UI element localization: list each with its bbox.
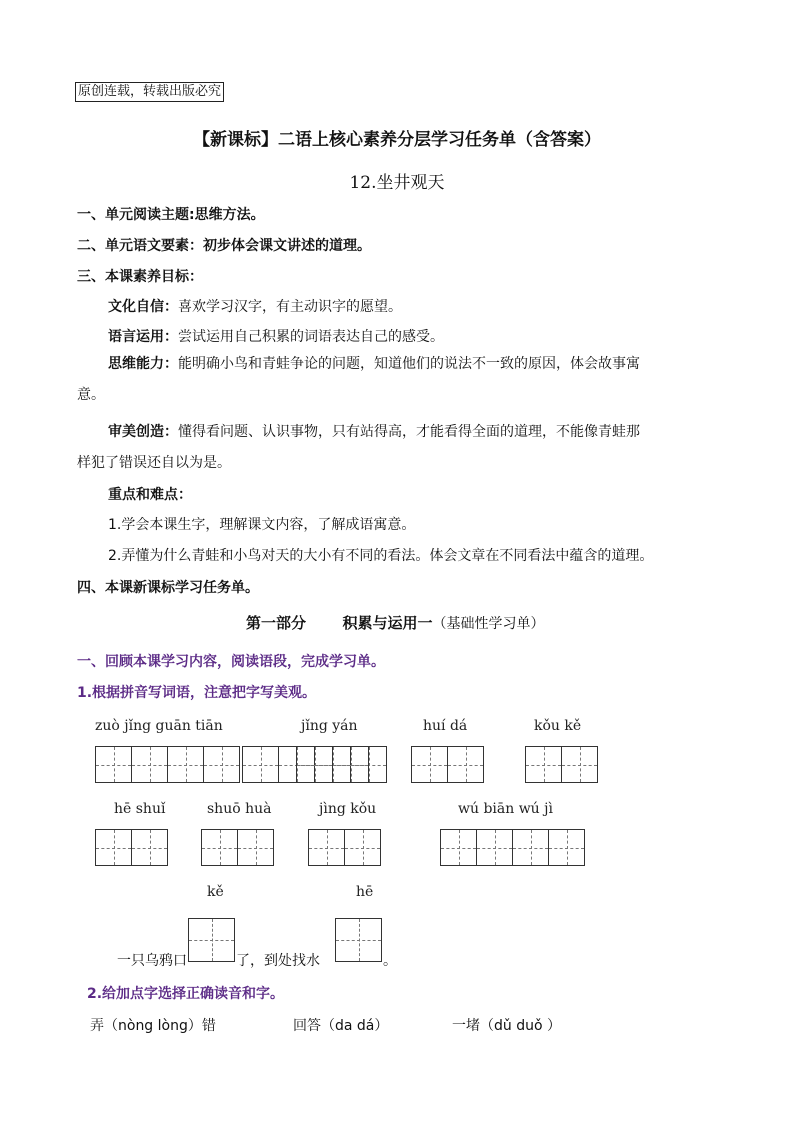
key-label: 重点和难点： — [108, 487, 192, 503]
goal-language — [108, 326, 444, 346]
question-2: 2.给加点字选择正确读音和字。 — [87, 986, 285, 1002]
grid-cell[interactable] — [131, 746, 168, 783]
grid-cell[interactable] — [561, 746, 598, 783]
pinyin-jing-kou: jìng kǒu — [319, 801, 377, 817]
grid-cell[interactable] — [476, 829, 513, 866]
grid-cell[interactable] — [203, 746, 240, 783]
writing-grid-2[interactable] — [296, 746, 369, 783]
section-2: 二、单元语文要素：初步体会课文讲述的道理。 — [77, 238, 371, 254]
goal-aesthetic — [108, 421, 640, 441]
pinyin-he: hē — [356, 884, 374, 900]
writing-grid-7[interactable] — [308, 829, 381, 866]
page-title: 【新课标】二语上核心素养分层学习任务单（含答案） — [193, 130, 601, 150]
sentence-part-c: 。 — [383, 953, 397, 969]
part-title: 第一部分 — [246, 614, 307, 632]
part-heading — [246, 612, 545, 633]
goal-aesthetic-cont: 样犯了错误还自以为是。 — [77, 455, 231, 471]
goal-thinking-label: 思维能力： — [108, 356, 178, 372]
grid-cell[interactable] — [201, 829, 238, 866]
goal-culture-label: 文化自信： — [108, 299, 178, 315]
grid-cell[interactable] — [95, 746, 132, 783]
option-du: 一堵（dǔ duǒ ） — [452, 1018, 561, 1034]
goal-aesthetic-label: 审美创造： — [108, 424, 178, 440]
grid-cell[interactable] — [242, 746, 279, 783]
writing-grid-3[interactable] — [411, 746, 484, 783]
option-da: 回答（da dá） — [293, 1018, 389, 1034]
task-intro: 一、回顾本课学习内容，阅读语段，完成学习单。 — [77, 654, 385, 670]
key-point-1: 1.学会本课生字，理解课文内容，了解成语寓意。 — [108, 517, 416, 533]
grid-cell[interactable] — [512, 829, 549, 866]
option-nong: 弄（nòng lòng）错 — [90, 1018, 216, 1034]
key-point-2: 2.弄懂为什么青蛙和小鸟对天的大小有不同的看法。体会文章在不同看法中蕴含的道理。 — [108, 548, 654, 564]
pinyin-hui-da: huí dá — [423, 718, 468, 734]
goal-thinking — [108, 353, 640, 373]
pinyin-wu-bian-wu-ji: wú biān wú jì — [458, 801, 553, 817]
goal-language-label: 语言运用： — [108, 329, 178, 345]
writing-grid-5[interactable] — [95, 829, 168, 866]
part-note: （基础性学习单） — [432, 616, 545, 632]
grid-cell[interactable] — [332, 746, 369, 783]
goal-thinking-text: 能明确小鸟和青蛙争论的问题，知道他们的说法不一致的原因，体会故事寓 — [178, 356, 640, 372]
sentence-part-a: 一只乌鸦口 — [117, 953, 187, 969]
grid-cell[interactable] — [447, 746, 484, 783]
pinyin-he-shui: hē shuǐ — [114, 801, 166, 817]
goal-aesthetic-text: 懂得看问题、认识事物，只有站得高，才能看得全面的道理，不能像青蛙那 — [178, 424, 640, 440]
goal-language-text: 尝试运用自己积累的词语表达自己的感受。 — [178, 329, 444, 345]
pinyin-shuo-hua: shuō huà — [207, 801, 272, 817]
pinyin-jing-yan: jǐng yán — [301, 718, 358, 734]
part-name: 积累与运用一 — [342, 614, 433, 632]
grid-cell[interactable] — [188, 918, 235, 962]
grid-cell[interactable] — [525, 746, 562, 783]
grid-cell[interactable] — [296, 746, 333, 783]
sentence-blank-ke[interactable] — [188, 918, 235, 962]
pinyin-kou-ke: kǒu kě — [534, 718, 582, 734]
writing-grid-4[interactable] — [525, 746, 598, 783]
grid-cell[interactable] — [308, 829, 345, 866]
goal-culture — [108, 296, 402, 316]
grid-cell[interactable] — [335, 918, 382, 962]
section-1: 一、单元阅读主题:思维方法。 — [77, 207, 265, 223]
writing-grid-6[interactable] — [201, 829, 274, 866]
pinyin-ke: kě — [207, 884, 224, 900]
goal-culture-text: 喜欢学习汉字，有主动识字的愿望。 — [178, 299, 402, 315]
grid-cell[interactable] — [237, 829, 274, 866]
grid-cell[interactable] — [440, 829, 477, 866]
copyright-notice: 原创连载，转载出版必究 — [75, 82, 224, 102]
section-3: 三、本课素养目标： — [77, 269, 203, 285]
writing-grid-8[interactable] — [440, 829, 585, 866]
sentence-blank-he[interactable] — [335, 918, 382, 962]
grid-cell[interactable] — [548, 829, 585, 866]
sentence-part-b: 了，到处找水 — [236, 953, 320, 969]
pinyin-zuo-jing-guan-tian: zuò jǐng guān tiān — [95, 718, 223, 734]
goal-thinking-cont: 意。 — [77, 387, 105, 403]
grid-cell[interactable] — [344, 829, 381, 866]
grid-cell[interactable] — [167, 746, 204, 783]
section-4: 四、本课新课标学习任务单。 — [77, 580, 259, 596]
grid-cell[interactable] — [95, 829, 132, 866]
question-1: 1.根据拼音写词语，注意把字写美观。 — [77, 685, 317, 701]
lesson-title: 12.坐井观天 — [349, 173, 445, 193]
grid-cell[interactable] — [131, 829, 168, 866]
grid-cell[interactable] — [411, 746, 448, 783]
